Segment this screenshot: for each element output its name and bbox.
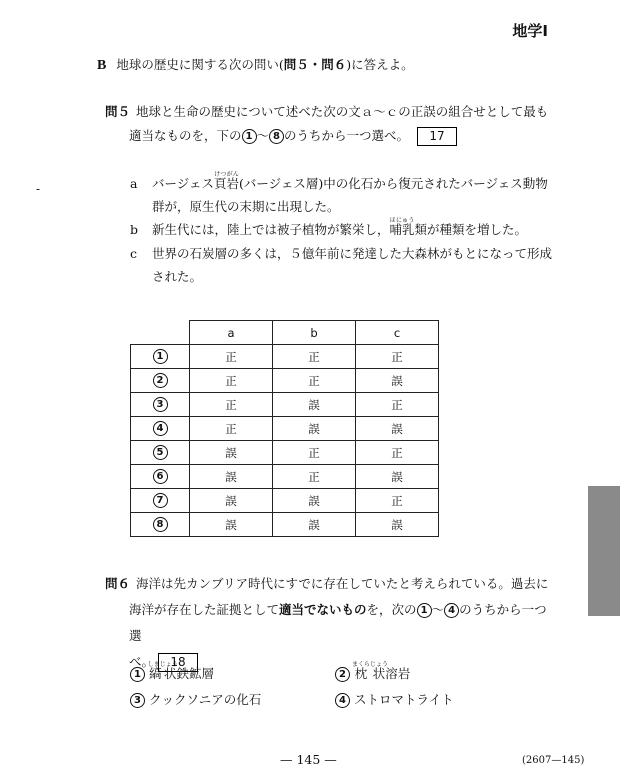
table-cell: 正 bbox=[356, 393, 439, 417]
question-6-line3: べ。 bbox=[129, 654, 155, 669]
table-row bbox=[131, 345, 439, 369]
ruby-reading: しまじょう bbox=[147, 661, 178, 668]
choice-text: 鉄鉱層 bbox=[176, 666, 215, 681]
statement-continuation: された。 bbox=[152, 269, 203, 284]
circled-number: 1 bbox=[130, 667, 145, 682]
circled-number: 8 bbox=[153, 517, 168, 532]
question-6-line2-mid: を，次の bbox=[366, 602, 417, 617]
range-separator: ～ bbox=[431, 602, 445, 617]
table-row bbox=[131, 465, 439, 489]
statement-text: (バージェス層)中の化石から復元されたバージェス動物 bbox=[239, 176, 548, 191]
question-6-line1: 海洋は先カンブリア時代にすでに存在していたと考えられている。過去に bbox=[136, 576, 549, 591]
statement-letter: c bbox=[130, 246, 138, 261]
section-text-before: 地球の歴史に関する次の問い( bbox=[116, 57, 284, 72]
table-cell: 正 bbox=[190, 369, 273, 393]
question-6-label: 問６ bbox=[105, 576, 131, 591]
ruby-reading: ほにゅう bbox=[389, 217, 415, 224]
choice-1 bbox=[130, 661, 214, 682]
ruby-base: 哺乳 bbox=[389, 222, 415, 237]
ruby-word bbox=[147, 661, 178, 681]
choice-text: 溶岩 bbox=[385, 666, 411, 681]
section-b-heading bbox=[97, 55, 414, 74]
table-cell: 正 bbox=[356, 441, 439, 465]
answer-box-18: 18 bbox=[158, 653, 198, 672]
table-row bbox=[131, 513, 439, 537]
row-number bbox=[131, 345, 190, 369]
table-cell: 正 bbox=[273, 441, 356, 465]
subject-title: 地学Ⅰ bbox=[512, 22, 548, 40]
table-cell: 誤 bbox=[356, 513, 439, 537]
row-number bbox=[131, 465, 190, 489]
circled-number: 1 bbox=[242, 129, 257, 144]
row-number bbox=[131, 513, 190, 537]
choice-3 bbox=[130, 690, 261, 708]
ruby-word bbox=[352, 661, 389, 681]
table-cell: 正 bbox=[273, 345, 356, 369]
table-cell: 正 bbox=[190, 417, 273, 441]
margin-tab-marker bbox=[588, 486, 620, 616]
statement-text: 世界の石炭層の多くは，５億年前に発達した大森林がもとになって形成 bbox=[152, 246, 553, 261]
table-header: a bbox=[190, 321, 273, 345]
table-cell: 正 bbox=[273, 369, 356, 393]
ruby-base: 頁岩 bbox=[214, 176, 240, 191]
row-number bbox=[131, 393, 190, 417]
table-cell: 誤 bbox=[190, 441, 273, 465]
table-header-row bbox=[131, 321, 439, 345]
table-cell: 誤 bbox=[273, 417, 356, 441]
choice-text: ストロマトライト bbox=[353, 692, 454, 707]
question-6 bbox=[105, 571, 550, 675]
statement-continuation: 群が，原生代の末期に出現した。 bbox=[152, 199, 340, 214]
question-5-label: 問５ bbox=[105, 104, 131, 119]
statement-letter: a bbox=[130, 176, 138, 191]
circled-number: 3 bbox=[153, 397, 168, 412]
table-cell: 正 bbox=[190, 393, 273, 417]
choice-text: クックソニアの化石 bbox=[148, 692, 262, 707]
circled-number: 1 bbox=[417, 603, 432, 618]
table-header: c bbox=[356, 321, 439, 345]
table-cell: 誤 bbox=[190, 513, 273, 537]
table-cell: 正 bbox=[356, 489, 439, 513]
circled-number: 5 bbox=[153, 445, 168, 460]
question-5-line2-after: のうちから一つ選べ。 bbox=[284, 128, 410, 143]
question-5 bbox=[105, 100, 550, 148]
table-cell: 誤 bbox=[356, 417, 439, 441]
choice-4 bbox=[335, 690, 454, 708]
circled-number: 4 bbox=[335, 693, 350, 708]
ruby-reading: まくらじょう bbox=[352, 661, 389, 668]
question-6-line2-after: のうちから一つ選 bbox=[129, 602, 547, 643]
answer-box-17: 17 bbox=[417, 127, 457, 146]
circled-number: 6 bbox=[153, 469, 168, 484]
table-cell: 正 bbox=[190, 345, 273, 369]
statement-text: バージェス bbox=[152, 176, 215, 191]
exam-code: (2607—145) bbox=[522, 755, 585, 766]
circled-number: 4 bbox=[153, 421, 168, 436]
table-corner bbox=[131, 321, 190, 345]
row-number bbox=[131, 369, 190, 393]
table-cell: 誤 bbox=[356, 465, 439, 489]
ruby-reading: けつがん bbox=[214, 171, 240, 178]
statement-text: 新生代には，陸上では被子植物が繁栄し， bbox=[152, 222, 390, 237]
section-text-after: )に答えよ。 bbox=[346, 57, 414, 72]
circled-number: 1 bbox=[153, 349, 168, 364]
statement-c bbox=[130, 242, 555, 288]
circled-number: 4 bbox=[444, 603, 459, 618]
section-label: B bbox=[97, 58, 107, 73]
circled-number: 3 bbox=[130, 693, 145, 708]
table-row bbox=[131, 369, 439, 393]
table-cell: 誤 bbox=[273, 393, 356, 417]
circled-number: 8 bbox=[269, 129, 284, 144]
table-row bbox=[131, 393, 439, 417]
ruby-word bbox=[389, 217, 415, 237]
table-cell: 誤 bbox=[190, 489, 273, 513]
page-number: — 145 — bbox=[280, 752, 337, 767]
table-row bbox=[131, 417, 439, 441]
question-6-emphasis: 適当でないもの bbox=[279, 602, 367, 617]
circled-number: 2 bbox=[153, 373, 168, 388]
table-row bbox=[131, 489, 439, 513]
table-cell: 誤 bbox=[356, 369, 439, 393]
table-cell: 正 bbox=[273, 465, 356, 489]
answer-table bbox=[130, 320, 439, 537]
question-5-line1: 地球と生命の歴史について述べた次の文ａ～ｃの正誤の組合せとして最も bbox=[136, 104, 549, 119]
question-6-line2-before: 海洋が存在した証拠として bbox=[129, 602, 280, 617]
ruby-base: 縞状 bbox=[147, 666, 178, 681]
row-number bbox=[131, 417, 190, 441]
table-row bbox=[131, 441, 439, 465]
table-cell: 誤 bbox=[190, 465, 273, 489]
circled-number: 2 bbox=[335, 667, 350, 682]
range-separator: ～ bbox=[256, 128, 270, 143]
ruby-word bbox=[214, 171, 240, 191]
statement-b bbox=[130, 217, 555, 241]
choice-2 bbox=[335, 661, 410, 682]
margin-mark: - bbox=[36, 182, 41, 196]
table-cell: 誤 bbox=[273, 513, 356, 537]
statement-text: 類が種類を増した。 bbox=[414, 222, 528, 237]
ruby-base: 枕状 bbox=[352, 666, 389, 681]
question-5-line2-before: 適当なものを，下の bbox=[129, 128, 242, 143]
section-bold: 問５・問６ bbox=[283, 57, 347, 72]
row-number bbox=[131, 441, 190, 465]
table-cell: 誤 bbox=[273, 489, 356, 513]
statement-a bbox=[130, 171, 555, 218]
statement-letter: b bbox=[130, 222, 139, 237]
row-number bbox=[131, 489, 190, 513]
circled-number: 7 bbox=[153, 493, 168, 508]
table-header: b bbox=[273, 321, 356, 345]
table-cell: 正 bbox=[356, 345, 439, 369]
